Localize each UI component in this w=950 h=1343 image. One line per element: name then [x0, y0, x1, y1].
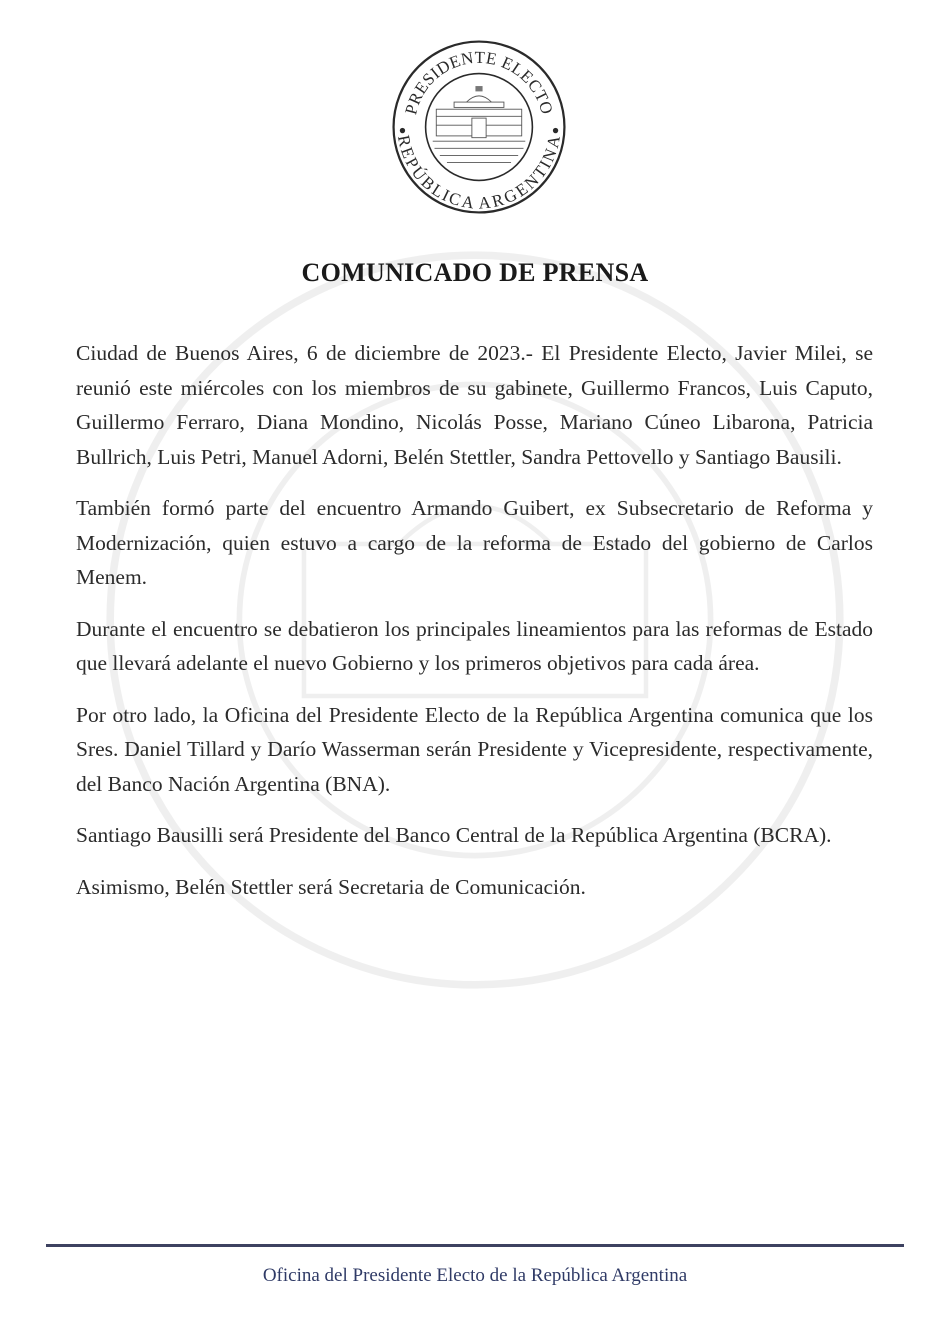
paragraph-bna: Por otro lado, la Oficina del Presidente Electo de la República Argentina comunica que los Sres. Daniel Tillard y Darío Wasserman serán Presidente y Vicepresidente, respectivamente, del Banco Nación Argentina (BNA).: [76, 702, 873, 796]
presidente-electo-seal-icon: [390, 38, 568, 216]
footer-office-name: Oficina del Presidente Electo de la República Argentina: [262, 1265, 688, 1286]
paragraph-comunicacion: Asimismo, Belén Stettler será Secretaria de Comunicación.: [76, 874, 586, 899]
footer-divider: [46, 1244, 904, 1247]
paragraph-debate: Durante el encuentro se debatieron los principales lineamientos para las reformas de Estado que llevará adelante el nuevo Gobierno y los primeros objetivos para cada área.: [76, 616, 873, 675]
paragraph-meeting: Ciudad de Buenos Aires, 6 de diciembre de 2023.- El Presidente Electo, Javier Milei, se reunió este miércoles con los miembros de su gabinete, Guillermo Francos, Luis Caputo, Guillermo Ferraro, Diana Mondino, Nicolás Posse, Mariano Cúneo Libarona, Patricia Bullrich, Luis Petri, Manuel Adorni, Belén Stettler, Sandra Pettovello y Santiago Bausili.: [76, 341, 873, 469]
paragraph-bcra: Santiago Bausilli será Presidente del Banco Central de la República Argentina (BCRA).: [76, 823, 832, 847]
page-title: COMUNICADO DE PRENSA: [301, 258, 649, 287]
svg-text:PRESIDENTE ELECTO: PRESIDENTE ELECTO: [401, 47, 557, 117]
press-release-body: [76, 336, 873, 921]
paragraph-guibert: También formó parte del encuentro Armando Guibert, ex Subsecretario de Reforma y Modernización, quien estuvo a cargo de la reforma de Estado del gobierno de Carlos Menem.: [76, 496, 873, 589]
svg-text:REPÚBLICA ARGENTINA: REPÚBLICA ARGENTINA: [393, 133, 565, 213]
